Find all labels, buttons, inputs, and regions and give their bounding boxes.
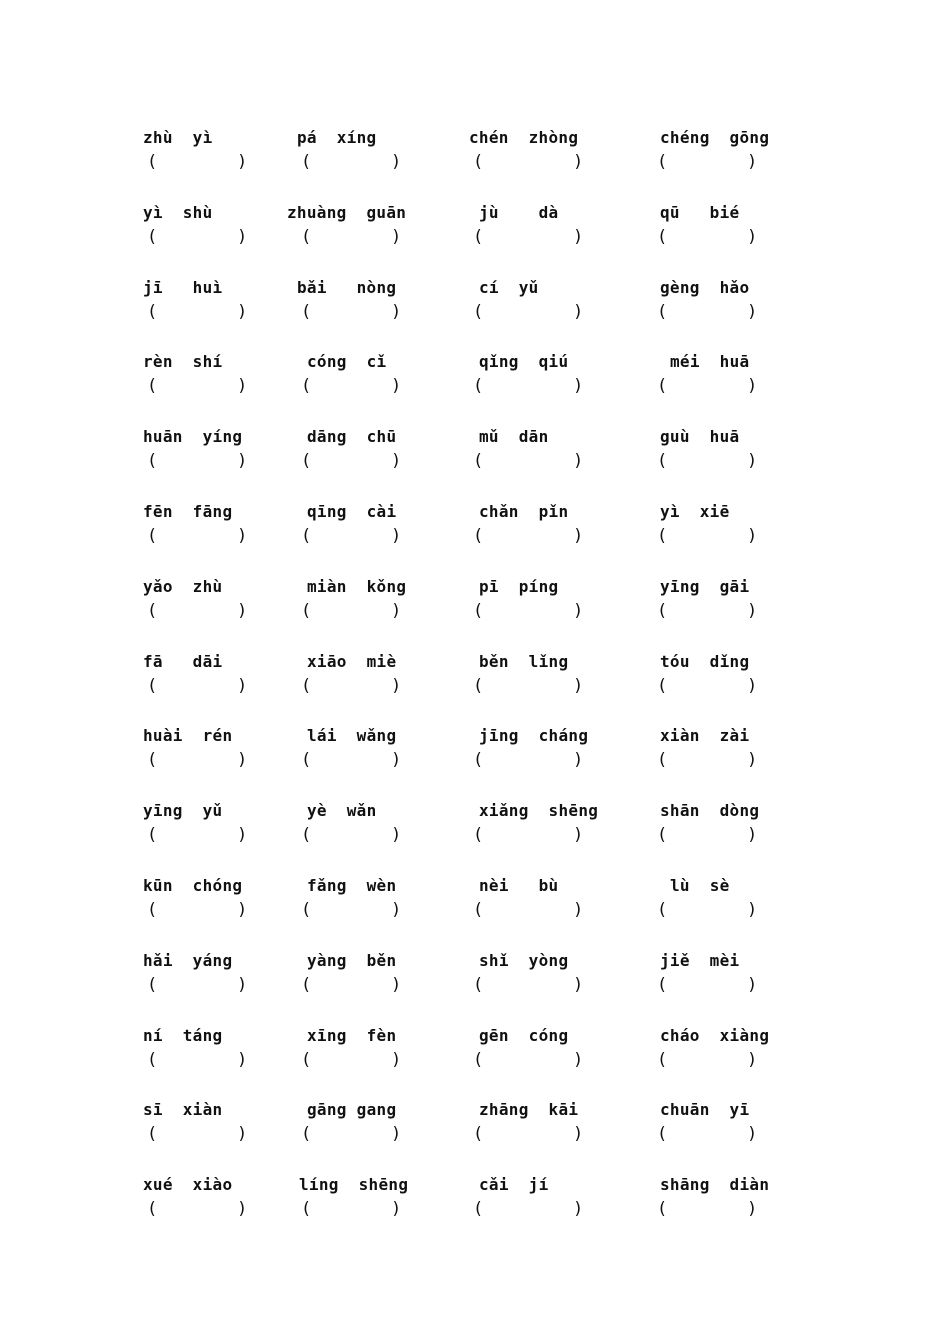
word-item	[143, 427, 255, 487]
answer-blank-open-paren: (	[473, 152, 484, 172]
answer-blank-close-paren: )	[237, 226, 248, 247]
pinyin-label: chuān yī	[660, 1100, 750, 1120]
pinyin-label: xué xiào	[143, 1175, 233, 1195]
pinyin-label: fēn fāng	[143, 502, 233, 521]
answer-blank-close-paren: )	[747, 750, 758, 771]
pinyin-label: yīng yǔ	[143, 801, 223, 821]
answer-blank-close-paren: )	[747, 526, 758, 546]
worksheet-row	[0, 427, 950, 487]
pinyin-label: jù dà	[479, 202, 559, 222]
answer-blank-close-paren: )	[391, 600, 402, 621]
answer-blank-close-paren: )	[237, 675, 248, 696]
pinyin-label: mǔ dān	[479, 427, 549, 447]
answer-blank-close-paren: )	[747, 900, 758, 920]
word-item	[143, 577, 255, 637]
answer-blank-close-paren: )	[391, 226, 402, 247]
answer-blank-close-paren: )	[747, 1199, 758, 1220]
answer-blank-close-paren: )	[237, 974, 248, 995]
answer-blank-close-paren: )	[391, 750, 402, 771]
word-item	[469, 278, 591, 338]
answer-blank-close-paren: )	[237, 825, 248, 846]
pinyin-label: guù huā	[660, 427, 740, 447]
answer-blank-open-paren: (	[473, 974, 484, 995]
pinyin-label: zhāng kāi	[479, 1100, 579, 1120]
answer-blank-open-paren: (	[301, 1124, 312, 1145]
word-item	[297, 726, 409, 786]
pinyin-label: cóng cǐ	[307, 352, 387, 372]
worksheet-row	[0, 502, 950, 562]
answer-blank-open-paren: (	[473, 226, 484, 247]
word-item	[143, 352, 255, 412]
pinyin-label: yì shù	[143, 202, 213, 222]
answer-blank-close-paren: )	[747, 1049, 758, 1070]
answer-blank-open-paren: (	[657, 600, 668, 621]
pinyin-label: líng shēng	[299, 1175, 409, 1195]
answer-blank-close-paren: )	[747, 451, 758, 472]
word-item	[653, 1025, 770, 1086]
word-item	[653, 1175, 770, 1235]
worksheet-row	[0, 726, 950, 786]
pinyin-label: nèi bù	[479, 876, 559, 895]
answer-blank-close-paren: )	[747, 376, 758, 397]
answer-blank-open-paren: (	[301, 825, 312, 846]
worksheet-row	[0, 801, 950, 861]
word-item	[653, 876, 765, 936]
word-item	[143, 1026, 255, 1086]
worksheet-row	[0, 951, 950, 1011]
answer-blank-open-paren: (	[301, 1049, 312, 1070]
answer-blank-open-paren: (	[473, 1049, 484, 1070]
pinyin-label: běn lǐng	[479, 651, 569, 671]
word-item	[653, 427, 765, 487]
answer-blank-open-paren: (	[473, 825, 484, 846]
pinyin-label: cǎi jí	[479, 1175, 549, 1195]
answer-blank-close-paren: )	[573, 526, 584, 546]
word-item	[469, 577, 591, 637]
word-item	[297, 427, 409, 487]
word-item	[143, 1175, 255, 1235]
pinyin-label: dāng chū	[307, 427, 397, 447]
word-item	[469, 726, 591, 786]
pinyin-label: gèng hǎo	[660, 277, 750, 297]
pinyin-label: yīng gāi	[660, 576, 750, 596]
word-item	[653, 278, 765, 338]
answer-blank-open-paren: (	[147, 451, 158, 472]
pinyin-label: huài rén	[143, 726, 233, 746]
pinyin-label: qū bié	[660, 202, 740, 222]
word-item	[653, 128, 770, 188]
answer-blank-close-paren: )	[573, 451, 584, 472]
word-item	[653, 652, 765, 712]
pinyin-label: chéng gōng	[660, 128, 770, 147]
answer-blank-open-paren: (	[473, 750, 484, 771]
answer-blank-open-paren: (	[473, 301, 484, 322]
pinyin-label: xiāo miè	[307, 651, 397, 671]
answer-blank-open-paren: (	[473, 376, 484, 397]
answer-blank-open-paren: (	[473, 1199, 484, 1220]
pinyin-label: yǎo zhù	[143, 576, 223, 596]
pinyin-label: cí yǔ	[479, 277, 539, 297]
answer-blank-close-paren: )	[747, 600, 758, 621]
word-item	[297, 951, 409, 1011]
answer-blank-open-paren: (	[147, 600, 158, 621]
pinyin-label: méi huā	[670, 352, 750, 372]
word-item	[469, 1100, 591, 1160]
pinyin-label: yì xiē	[660, 502, 730, 521]
answer-blank-open-paren: (	[147, 1199, 158, 1220]
worksheet-row	[0, 876, 950, 936]
pinyin-label: fā dāi	[143, 651, 223, 671]
answer-blank-open-paren: (	[473, 451, 484, 472]
word-item	[143, 726, 255, 786]
word-item	[469, 203, 591, 263]
answer-blank-close-paren: )	[391, 974, 402, 995]
word-item	[143, 951, 255, 1011]
answer-blank-open-paren: (	[657, 900, 668, 920]
answer-blank-open-paren: (	[657, 1124, 668, 1145]
answer-blank-open-paren: (	[473, 900, 484, 920]
word-item	[653, 951, 765, 1011]
pinyin-label: jīng cháng	[479, 726, 589, 746]
pinyin-label: huān yíng	[143, 427, 243, 447]
word-item	[653, 577, 765, 637]
answer-blank-close-paren: )	[573, 152, 584, 172]
word-item	[469, 352, 591, 412]
word-item	[469, 427, 591, 487]
word-item	[297, 278, 409, 338]
answer-blank-close-paren: )	[573, 825, 584, 846]
answer-blank-close-paren: )	[237, 750, 248, 771]
word-item	[653, 352, 765, 412]
word-item	[653, 1100, 765, 1160]
pinyin-label: lù sè	[670, 876, 730, 895]
word-item	[297, 876, 409, 936]
answer-blank-close-paren: )	[391, 526, 402, 546]
word-item	[469, 502, 591, 562]
answer-blank-close-paren: )	[391, 451, 402, 472]
word-item	[143, 876, 255, 936]
answer-blank-open-paren: (	[657, 526, 668, 546]
answer-blank-open-paren: (	[301, 376, 312, 397]
answer-blank-open-paren: (	[147, 301, 158, 322]
word-item	[653, 726, 765, 786]
answer-blank-close-paren: )	[573, 750, 584, 771]
answer-blank-close-paren: )	[573, 900, 584, 920]
answer-blank-open-paren: (	[147, 974, 158, 995]
word-item	[287, 202, 409, 263]
answer-blank-open-paren: (	[301, 974, 312, 995]
pinyin-label: jī huì	[143, 277, 223, 297]
answer-blank-open-paren: (	[301, 600, 312, 621]
pinyin-label: zhuàng guān	[287, 202, 407, 222]
answer-blank-open-paren: (	[657, 301, 668, 322]
pinyin-label: xīng fèn	[307, 1025, 397, 1045]
word-item	[297, 801, 409, 861]
word-item	[297, 1175, 409, 1235]
answer-blank-open-paren: (	[473, 526, 484, 546]
answer-blank-close-paren: )	[747, 152, 758, 172]
answer-blank-open-paren: (	[301, 1199, 312, 1220]
answer-blank-close-paren: )	[391, 1199, 402, 1220]
worksheet-row	[0, 352, 950, 412]
answer-blank-close-paren: )	[391, 825, 402, 846]
pinyin-label: rèn shí	[143, 352, 223, 372]
answer-blank-open-paren: (	[301, 451, 312, 472]
word-item	[143, 278, 255, 338]
word-item	[469, 1175, 591, 1235]
pinyin-label: tóu dǐng	[660, 651, 750, 671]
answer-blank-close-paren: )	[237, 376, 248, 397]
answer-blank-close-paren: )	[237, 152, 248, 172]
pinyin-label: fǎng wèn	[307, 876, 397, 895]
worksheet-row	[0, 1175, 950, 1235]
answer-blank-close-paren: )	[391, 900, 402, 920]
pinyin-label: sī xiàn	[143, 1100, 223, 1120]
answer-blank-close-paren: )	[237, 1124, 248, 1145]
pinyin-label: qīng cài	[307, 502, 397, 521]
worksheet-row	[0, 1026, 950, 1086]
answer-blank-open-paren: (	[147, 1124, 158, 1145]
answer-blank-open-paren: (	[473, 675, 484, 696]
answer-blank-close-paren: )	[573, 1049, 584, 1070]
answer-blank-open-paren: (	[657, 451, 668, 472]
answer-blank-close-paren: )	[237, 301, 248, 322]
answer-blank-close-paren: )	[391, 376, 402, 397]
answer-blank-open-paren: (	[147, 825, 158, 846]
word-item	[469, 1026, 591, 1086]
answer-blank-open-paren: (	[147, 526, 158, 546]
pinyin-label: gēn cóng	[479, 1025, 569, 1045]
word-item	[297, 128, 409, 188]
pinyin-label: xiàn zài	[660, 726, 750, 746]
answer-blank-open-paren: (	[657, 152, 668, 172]
answer-blank-open-paren: (	[147, 376, 158, 397]
answer-blank-open-paren: (	[147, 1049, 158, 1070]
worksheet-row	[0, 128, 950, 188]
answer-blank-close-paren: )	[573, 1124, 584, 1145]
pinyin-label: hǎi yáng	[143, 950, 233, 970]
answer-blank-close-paren: )	[747, 301, 758, 322]
answer-blank-close-paren: )	[747, 675, 758, 696]
answer-blank-open-paren: (	[147, 750, 158, 771]
answer-blank-open-paren: (	[301, 226, 312, 247]
answer-blank-open-paren: (	[147, 900, 158, 920]
answer-blank-close-paren: )	[747, 226, 758, 247]
pinyin-label: yàng běn	[307, 950, 397, 970]
pinyin-label: lái wǎng	[307, 726, 397, 746]
answer-blank-open-paren: (	[657, 1199, 668, 1220]
worksheet-row	[0, 203, 950, 263]
pinyin-label: pī píng	[479, 576, 559, 596]
answer-blank-close-paren: )	[237, 600, 248, 621]
pinyin-label: shāng diàn	[660, 1175, 770, 1195]
answer-blank-open-paren: (	[473, 600, 484, 621]
word-item	[297, 502, 409, 562]
pinyin-label: pá xíng	[297, 128, 377, 147]
answer-blank-open-paren: (	[473, 1124, 484, 1145]
answer-blank-close-paren: )	[237, 900, 248, 920]
answer-blank-close-paren: )	[391, 675, 402, 696]
answer-blank-open-paren: (	[301, 301, 312, 322]
word-item	[143, 128, 255, 188]
answer-blank-open-paren: (	[301, 526, 312, 546]
answer-blank-close-paren: )	[391, 1124, 402, 1145]
word-item	[469, 951, 591, 1011]
answer-blank-close-paren: )	[237, 526, 248, 546]
word-item	[469, 876, 591, 936]
word-item	[297, 1100, 409, 1160]
answer-blank-close-paren: )	[747, 825, 758, 846]
answer-blank-close-paren: )	[573, 600, 584, 621]
answer-blank-open-paren: (	[657, 376, 668, 397]
answer-blank-close-paren: )	[573, 974, 584, 995]
pinyin-label: cháo xiàng	[660, 1025, 770, 1045]
answer-blank-close-paren: )	[747, 974, 758, 995]
word-item	[143, 652, 255, 712]
answer-blank-close-paren: )	[747, 1124, 758, 1145]
pinyin-label: chǎn pǐn	[479, 502, 569, 521]
answer-blank-open-paren: (	[147, 226, 158, 247]
answer-blank-open-paren: (	[147, 152, 158, 172]
pinyin-label: jiě mèi	[660, 950, 740, 970]
word-item	[143, 1100, 255, 1160]
answer-blank-close-paren: )	[573, 376, 584, 397]
pinyin-label: kūn chóng	[143, 876, 243, 895]
answer-blank-close-paren: )	[573, 301, 584, 322]
answer-blank-open-paren: (	[657, 750, 668, 771]
answer-blank-open-paren: (	[301, 675, 312, 696]
answer-blank-close-paren: )	[237, 1199, 248, 1220]
answer-blank-open-paren: (	[301, 900, 312, 920]
answer-blank-open-paren: (	[301, 750, 312, 771]
answer-blank-close-paren: )	[391, 1049, 402, 1070]
word-item	[297, 352, 409, 412]
answer-blank-open-paren: (	[301, 152, 312, 172]
answer-blank-open-paren: (	[657, 825, 668, 846]
word-item	[143, 203, 255, 263]
pinyin-label: yè wǎn	[307, 801, 377, 821]
pinyin-label: zhù yì	[143, 128, 213, 147]
answer-blank-close-paren: )	[573, 675, 584, 696]
pinyin-label: gāng gang	[307, 1100, 397, 1120]
answer-blank-open-paren: (	[657, 1049, 668, 1070]
word-item	[653, 801, 765, 861]
answer-blank-close-paren: )	[237, 451, 248, 472]
pinyin-label: miàn kǒng	[307, 576, 407, 596]
answer-blank-close-paren: )	[391, 152, 402, 172]
answer-blank-close-paren: )	[237, 1049, 248, 1070]
word-item	[143, 502, 255, 562]
pinyin-label: qǐng qiú	[479, 352, 569, 372]
worksheet-row	[0, 1100, 950, 1160]
word-item	[143, 801, 255, 861]
pinyin-label: shān dòng	[660, 801, 760, 821]
word-item	[469, 128, 591, 188]
word-item	[469, 801, 599, 861]
pinyin-label: xiǎng shēng	[479, 801, 599, 821]
answer-blank-open-paren: (	[147, 675, 158, 696]
answer-blank-open-paren: (	[657, 974, 668, 995]
word-item	[469, 652, 591, 712]
answer-blank-close-paren: )	[573, 1199, 584, 1220]
pinyin-label: ní táng	[143, 1025, 223, 1045]
worksheet-row	[0, 278, 950, 338]
word-item	[297, 1026, 409, 1086]
worksheet-row	[0, 577, 950, 637]
word-item	[653, 203, 765, 263]
word-item	[297, 577, 409, 637]
answer-blank-close-paren: )	[573, 226, 584, 247]
answer-blank-open-paren: (	[657, 675, 668, 696]
word-item	[653, 502, 765, 562]
worksheet-row	[0, 652, 950, 712]
pinyin-label: chén zhòng	[469, 128, 579, 147]
pinyin-label: shǐ yòng	[479, 950, 569, 970]
word-item	[297, 652, 409, 712]
answer-blank-open-paren: (	[657, 226, 668, 247]
pinyin-label: bǎi nòng	[297, 277, 397, 297]
answer-blank-close-paren: )	[391, 301, 402, 322]
